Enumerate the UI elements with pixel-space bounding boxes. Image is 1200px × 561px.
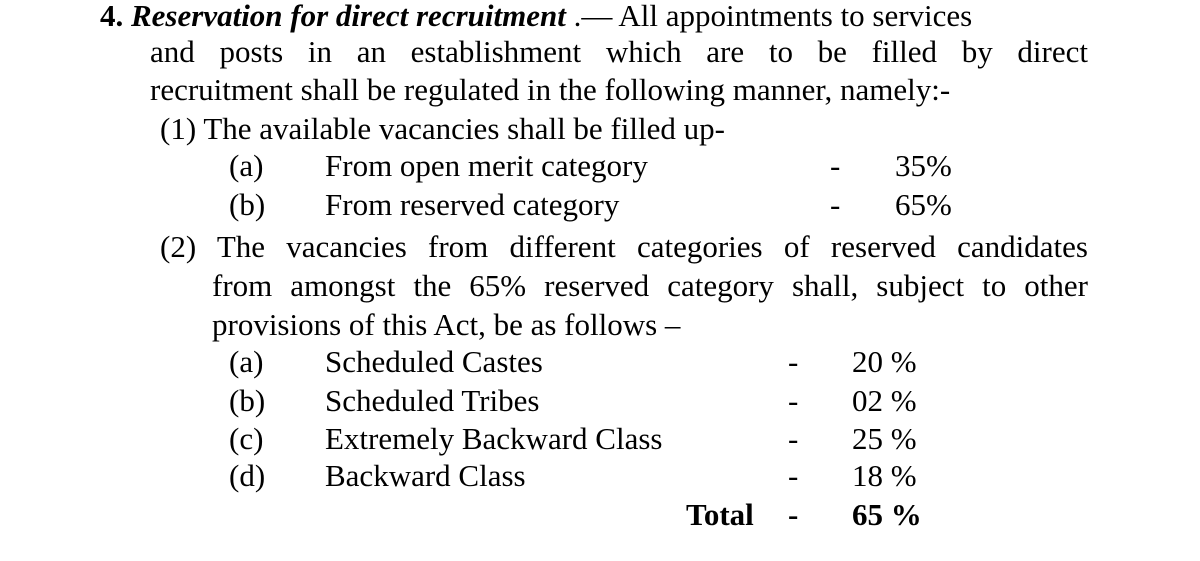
section-number: 4. <box>100 0 124 33</box>
clause-2-item-d-label: (d) <box>229 458 266 493</box>
intro-line-3: recruitment shall be regulated in the following manner, namely:- <box>150 72 951 107</box>
clause-2-item-b-dash: - <box>788 383 799 418</box>
clause-1-item-a-text: From open merit category <box>325 148 648 183</box>
clause-2-line-2: from amongst the 65% reserved category shall, subject to other <box>212 268 1088 303</box>
clause-2-item-a-label: (a) <box>229 344 264 379</box>
clause-2-item-c-dash: - <box>788 421 799 456</box>
heading-separator: .— <box>565 0 619 33</box>
clause-1-item-b-dash: - <box>830 187 841 222</box>
clause-2-item-c-text: Extremely Backward Class <box>325 421 663 456</box>
clause-2-item-c-label: (c) <box>229 421 264 456</box>
clause-1-text: (1) The available vacancies shall be filled up- <box>160 111 725 146</box>
total-dash: - <box>788 497 799 532</box>
section-heading-line <box>100 0 1090 34</box>
clause-2-item-d-dash: - <box>788 458 799 493</box>
clause-1-item-b-label: (b) <box>229 187 266 222</box>
clause-2-item-c-value: 25 % <box>852 421 917 456</box>
clause-2-item-b-value: 02 % <box>852 383 917 418</box>
clause-2-item-b-text: Scheduled Tribes <box>325 383 540 418</box>
clause-2-item-b-label: (b) <box>229 383 266 418</box>
clause-2-item-a-dash: - <box>788 344 799 379</box>
clause-2-item-a-value: 20 % <box>852 344 917 379</box>
clause-2-item-d-value: 18 % <box>852 458 917 493</box>
clause-1-item-b-value: 65% <box>895 187 952 222</box>
section-heading: Reservation for direct recruitment <box>131 0 566 33</box>
clause-2-item-d-text: Backward Class <box>325 458 526 493</box>
intro-line-2: and posts in an establishment which are to be filled by direct <box>150 34 1088 69</box>
clause-1-item-b-text: From reserved category <box>325 187 620 222</box>
clause-1-item-a-label: (a) <box>229 148 264 183</box>
clause-2-line-1: (2) The vacancies from different categories of reserved candidates <box>160 229 1088 264</box>
clause-1-item-a-value: 35% <box>895 148 952 183</box>
total-value: 65 % <box>852 497 922 532</box>
clause-2-line-3: provisions of this Act, be as follows – <box>212 307 681 342</box>
intro-line-1: All appointments to services <box>618 0 973 33</box>
total-label: Total <box>686 497 754 532</box>
clause-2-item-a-text: Scheduled Castes <box>325 344 543 379</box>
clause-1-item-a-dash: - <box>830 148 841 183</box>
